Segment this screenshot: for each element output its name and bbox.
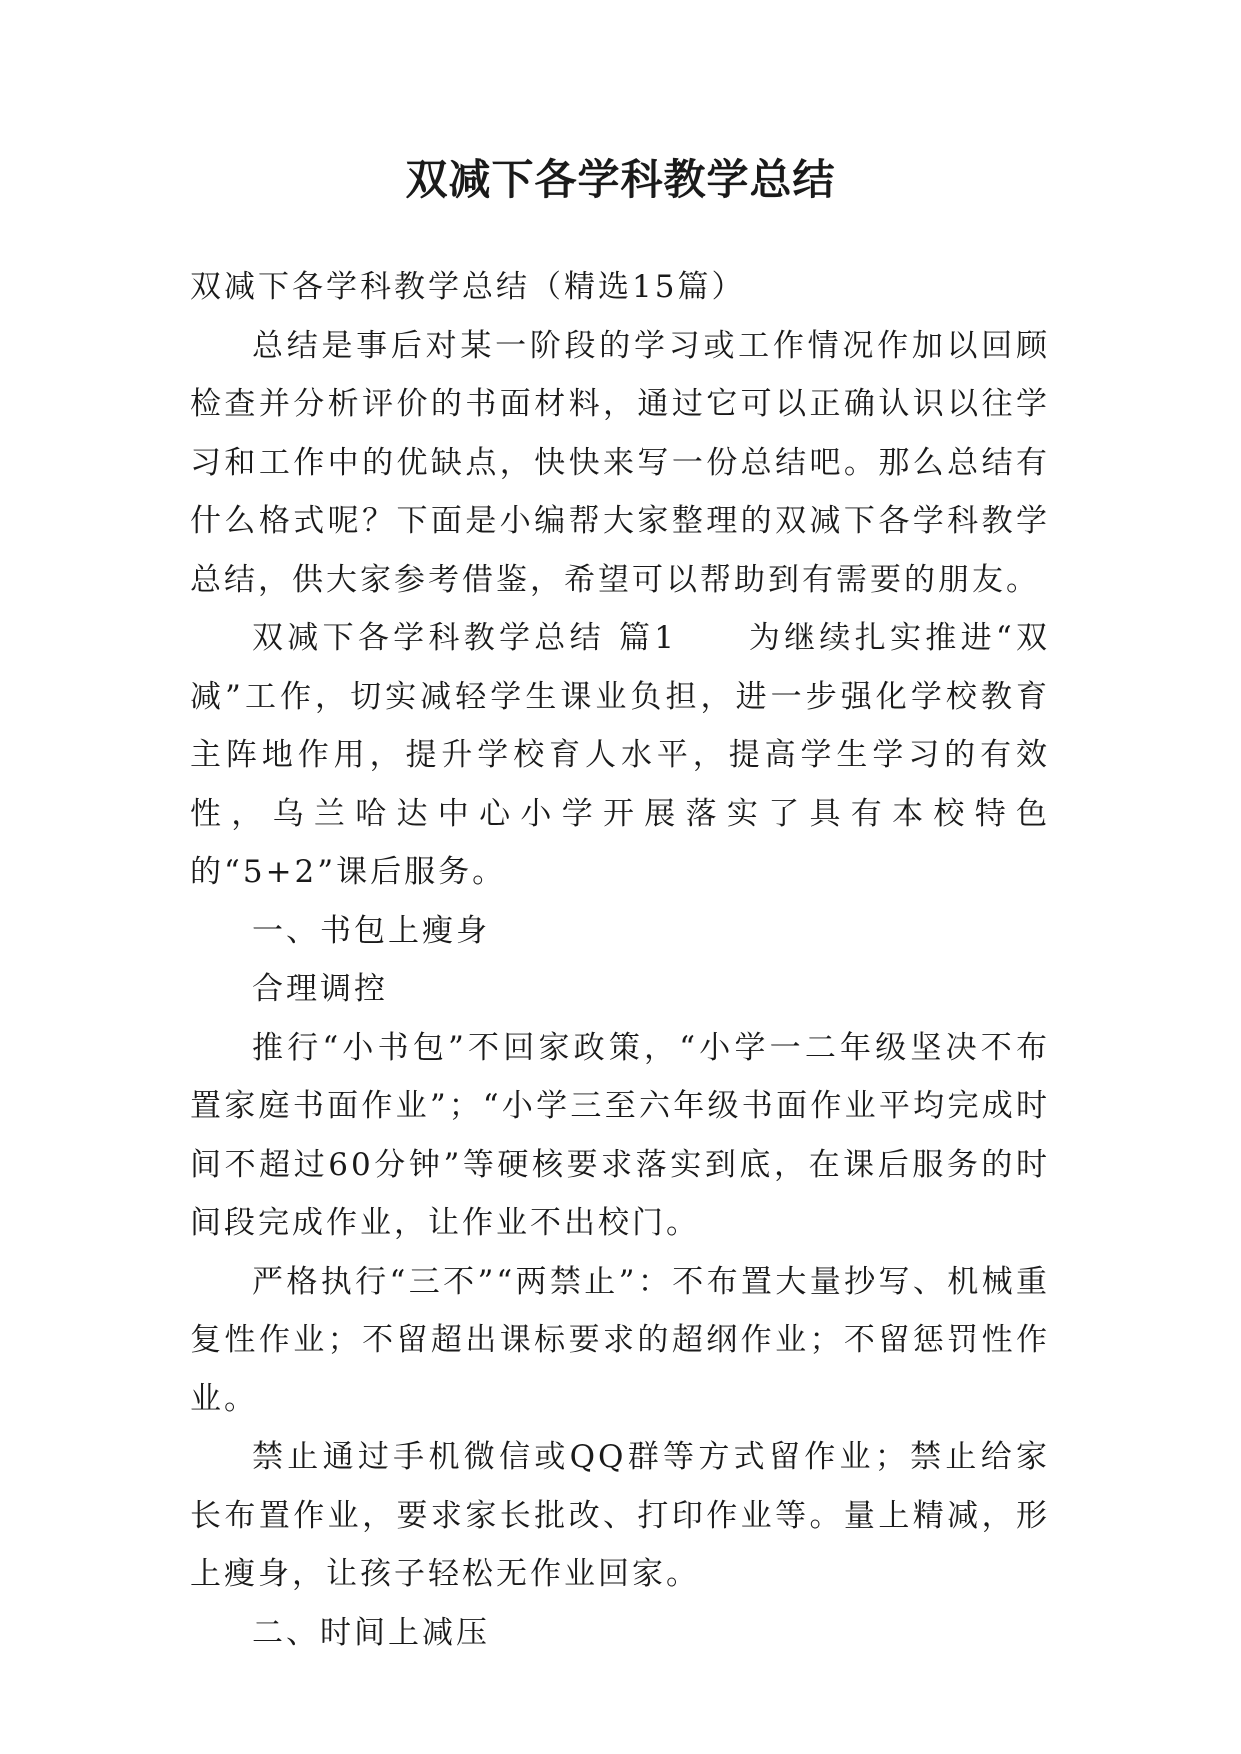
document-body <box>190 258 1050 1662</box>
paragraph: 总结是事后对某一阶段的学习或工作情况作加以回顾检查并分析评价的书面材料，通过它可以正确认识以往学习和工作中的优缺点，快快来写一份总结吧。那么总结有什么格式呢？下面是小编帮大家整理的双减下各学科教学总结，供大家参考借鉴，希望可以帮助到有需要的朋友。 <box>190 327 1050 598</box>
document-title: 双减下各学科教学总结 <box>405 155 836 204</box>
paragraph: 一、书包上瘦身 <box>252 912 490 949</box>
paragraph: 二、时间上减压 <box>252 1614 490 1651</box>
paragraph: 严格执行“三不”“两禁止”：不布置大量抄写、机械重复性作业；不留超出课标要求的超纲作业；不留惩罚性作业。 <box>190 1263 1050 1417</box>
paragraph: 推行“小书包”不回家政策，“小学一二年级坚决不布置家庭书面作业”；“小学三至六年级书面作业平均完成时间不超过60分钟”等硬核要求落实到底，在课后服务的时间段完成作业，让作业不出校门。 <box>190 1029 1050 1241</box>
paragraph: 合理调控 <box>252 971 388 1007</box>
paragraph: 双减下各学科教学总结（精选15篇） <box>190 269 746 305</box>
paragraph: 双减下各学科教学总结 篇1 为继续扎实推进“双减”工作，切实减轻学生课业负担，进一步强化学校教育主阵地作用，提升学校育人水平，提高学生学习的有效性，乌兰哈达中心小学开展落实了具有本校特色的“5+2”课后服务。 <box>190 620 1050 890</box>
paragraph: 禁止通过手机微信或QQ群等方式留作业；禁止给家长布置作业，要求家长批改、打印作业等。量上精减，形上瘦身，让孩子轻松无作业回家。 <box>190 1439 1050 1592</box>
